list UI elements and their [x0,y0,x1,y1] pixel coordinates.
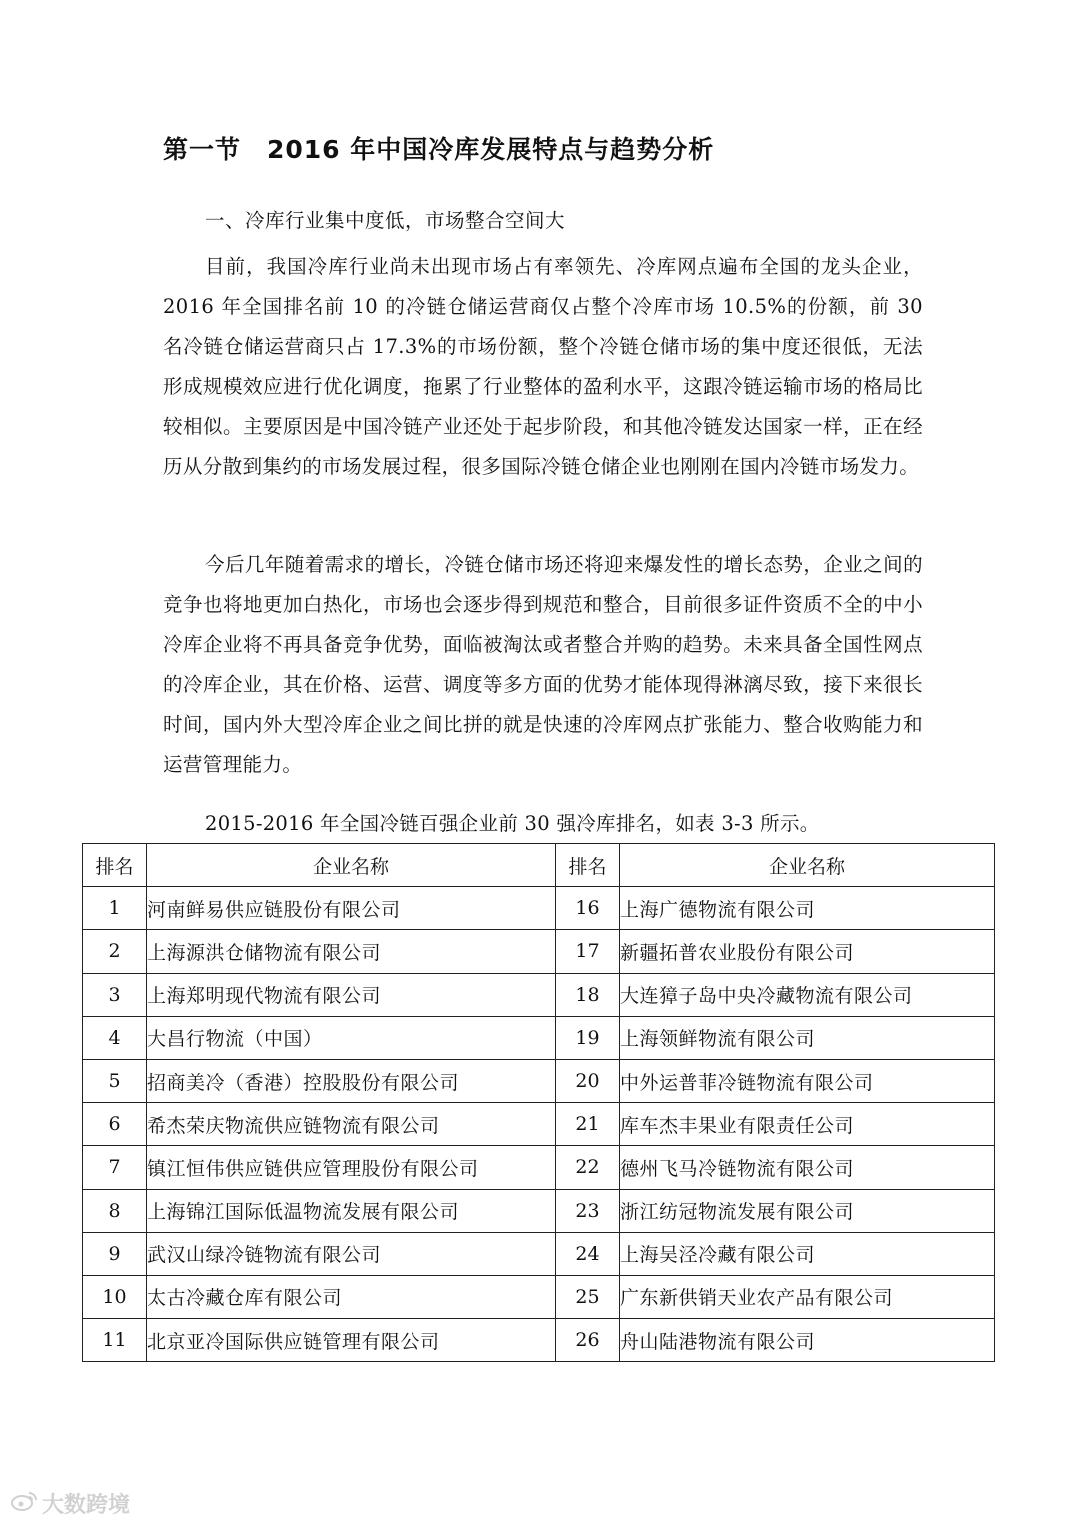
rank-cell-right: 20 [556,1059,620,1102]
company-cell-right: 上海领鲜物流有限公司 [620,1016,995,1059]
rank-cell-right: 25 [556,1275,620,1318]
company-cell-right: 上海吴泾冷藏有限公司 [620,1232,995,1275]
watermark-text: 大数跨境 [42,1493,131,1518]
paragraph-market-concentration: 目前，我国冷库行业尚未出现市场占有率领先、冷库网点遍布全国的龙头企业，2016 年全国排名前 10 的冷链仓储运营商仅占整个冷库市场 10.5%的份额，前 30 名冷链仓储运营商只占 17.3%的市场份额，整个冷链仓储市场的集中度还很低，无法形成规模效应进行优化调度，拖累了行业整体的盈利水平，这跟冷链运输市场的格局比较相似。主要原因是中国冷链产业还处于起步阶段，和其他冷链发达国家一样，正在经历从分散到集约的市场发展过程，很多国际冷链仓储企业也刚刚在国内冷链市场发力。 [163,255,923,478]
rank-cell-left: 2 [83,930,147,973]
table-row [83,887,995,930]
weibo-logo-icon [10,1490,38,1518]
company-cell-left: 武汉山绿冷链物流有限公司 [147,1232,556,1275]
company-cell-left: 上海郑明现代物流有限公司 [147,973,556,1016]
watermark [10,1488,130,1519]
company-cell-left: 大昌行物流（中国） [147,1016,556,1059]
rank-cell-left: 11 [83,1319,147,1362]
company-cell-right: 浙江纺冠物流发展有限公司 [620,1189,995,1232]
company-cell-right: 上海广德物流有限公司 [620,887,995,930]
company-cell-left: 北京亚冷国际供应链管理有限公司 [147,1319,556,1362]
rank-cell-right: 18 [556,973,620,1016]
cold-storage-ranking-table [82,843,995,1362]
rank-cell-right: 19 [556,1016,620,1059]
company-cell-left: 上海锦江国际低温物流发展有限公司 [147,1189,556,1232]
rank-cell-right: 23 [556,1189,620,1232]
rank-cell-left: 8 [83,1189,147,1232]
header-company-left: 企业名称 [147,844,556,887]
company-cell-right: 德州飞马冷链物流有限公司 [620,1146,995,1189]
section-subheading: 一、冷库行业集中度低，市场整合空间大 [205,209,566,232]
rank-cell-left: 10 [83,1275,147,1318]
company-cell-right: 新疆拓普农业股份有限公司 [620,930,995,973]
table-row [83,1189,995,1232]
company-cell-left: 太古冷藏仓库有限公司 [147,1275,556,1318]
rank-cell-left: 5 [83,1059,147,1102]
table-row [83,930,995,973]
company-cell-left: 河南鲜易供应链股份有限公司 [147,887,556,930]
table-row [83,1146,995,1189]
rank-cell-right: 26 [556,1319,620,1362]
company-cell-left: 上海源洪仓储物流有限公司 [147,930,556,973]
company-cell-right: 舟山陆港物流有限公司 [620,1319,995,1362]
rank-cell-left: 9 [83,1232,147,1275]
table-row [83,1016,995,1059]
company-cell-right: 大连獐子岛中央冷藏物流有限公司 [620,973,995,1016]
rank-cell-right: 17 [556,930,620,973]
header-rank-left: 排名 [83,844,147,887]
rank-cell-right: 21 [556,1103,620,1146]
page-title: 第一节 2016 年中国冷库发展特点与趋势分析 [163,135,715,164]
company-cell-right: 中外运普菲冷链物流有限公司 [620,1059,995,1102]
rank-cell-right: 16 [556,887,620,930]
rank-cell-right: 24 [556,1232,620,1275]
table-row [83,1319,995,1362]
rank-cell-left: 1 [83,887,147,930]
table-row [83,973,995,1016]
rank-cell-left: 6 [83,1103,147,1146]
company-cell-left: 镇江恒伟供应链供应管理股份有限公司 [147,1146,556,1189]
table-caption: 2015-2016 年全国冷链百强企业前 30 强冷库排名，如表 3-3 所示。 [205,812,820,835]
rank-cell-left: 7 [83,1146,147,1189]
table-row [83,1103,995,1146]
rank-cell-right: 22 [556,1146,620,1189]
company-cell-left: 招商美冷（香港）控股股份有限公司 [147,1059,556,1102]
table-row [83,1232,995,1275]
table-header-row [83,844,995,887]
rank-cell-left: 4 [83,1016,147,1059]
table-row [83,1275,995,1318]
rank-cell-left: 3 [83,973,147,1016]
header-rank-right: 排名 [556,844,620,887]
header-company-right: 企业名称 [620,844,995,887]
table-row [83,1059,995,1102]
company-cell-right: 广东新供销天业农产品有限公司 [620,1275,995,1318]
paragraph-future-trend: 今后几年随着需求的增长，冷链仓储市场还将迎来爆发性的增长态势，企业之间的竞争也将地更加白热化，市场也会逐步得到规范和整合，目前很多证件资质不全的中小冷库企业将不再具备竞争优势，面临被淘汰或者整合并购的趋势。未来具备全国性网点的冷库企业，其在价格、运营、调度等多方面的优势才能体现得淋漓尽致，接下来很长时间，国内外大型冷库企业之间比拼的就是快速的冷库网点扩张能力、整合收购能力和运营管理能力。 [163,553,923,776]
company-cell-right: 库车杰丰果业有限责任公司 [620,1103,995,1146]
company-cell-left: 希杰荣庆物流供应链物流有限公司 [147,1103,556,1146]
